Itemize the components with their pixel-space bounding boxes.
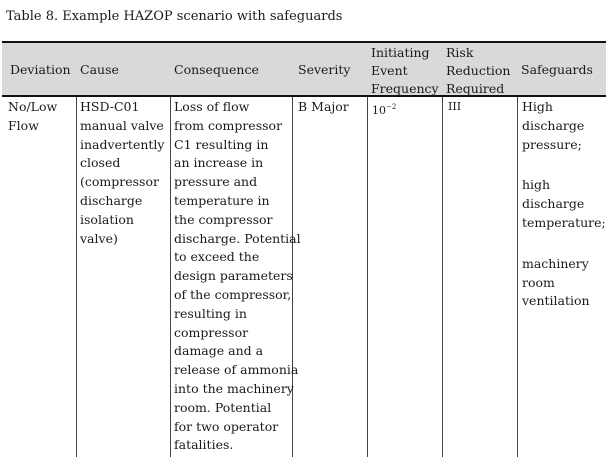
cell-risk-reduction: III [448, 100, 462, 113]
safeguard-group: machinery room ventilation [522, 255, 590, 309]
safeguard-group: High discharge pressure; [522, 99, 585, 152]
table-header-row [2, 41, 606, 97]
column-divider [367, 97, 368, 457]
cell-safeguards [522, 97, 606, 457]
header-initiating-event-frequency: Initiating Event Frequency [371, 45, 439, 96]
cell-cause: HSD-C01 manual valve inadvertently closed (compressor discharge isolation valve) [80, 99, 165, 246]
header-safeguards: Safeguards [521, 62, 593, 77]
column-divider [442, 97, 443, 457]
header-risk-reduction-required: Risk Reduction Required [446, 45, 511, 96]
header-consequence: Consequence [174, 62, 259, 77]
hazop-table [2, 41, 606, 457]
cell-consequence: Loss of flow from compressor C1 resulting in an increase in pressure and temperature in the compressor discharge. Potential to exceed the design parameters of the compressor, resulting in compressor damage and a release of ammonia into the machinery room. Potential for two operator fatalities. [174, 99, 301, 453]
column-divider [517, 97, 518, 457]
cell-severity: B Major [298, 99, 349, 114]
column-divider [76, 97, 77, 457]
table-caption: Table 8. Example HAZOP scenario with safeguards [6, 9, 343, 24]
safeguard-group: high discharge temperature; [522, 177, 606, 230]
cell-initiating-frequency: $10^{-2}$ [372, 103, 397, 117]
header-cause: Cause [80, 62, 119, 77]
cell-deviation: No/Low Flow [8, 99, 58, 133]
column-divider [170, 97, 171, 457]
header-severity: Severity [298, 62, 351, 77]
header-deviation: Deviation [10, 62, 71, 77]
